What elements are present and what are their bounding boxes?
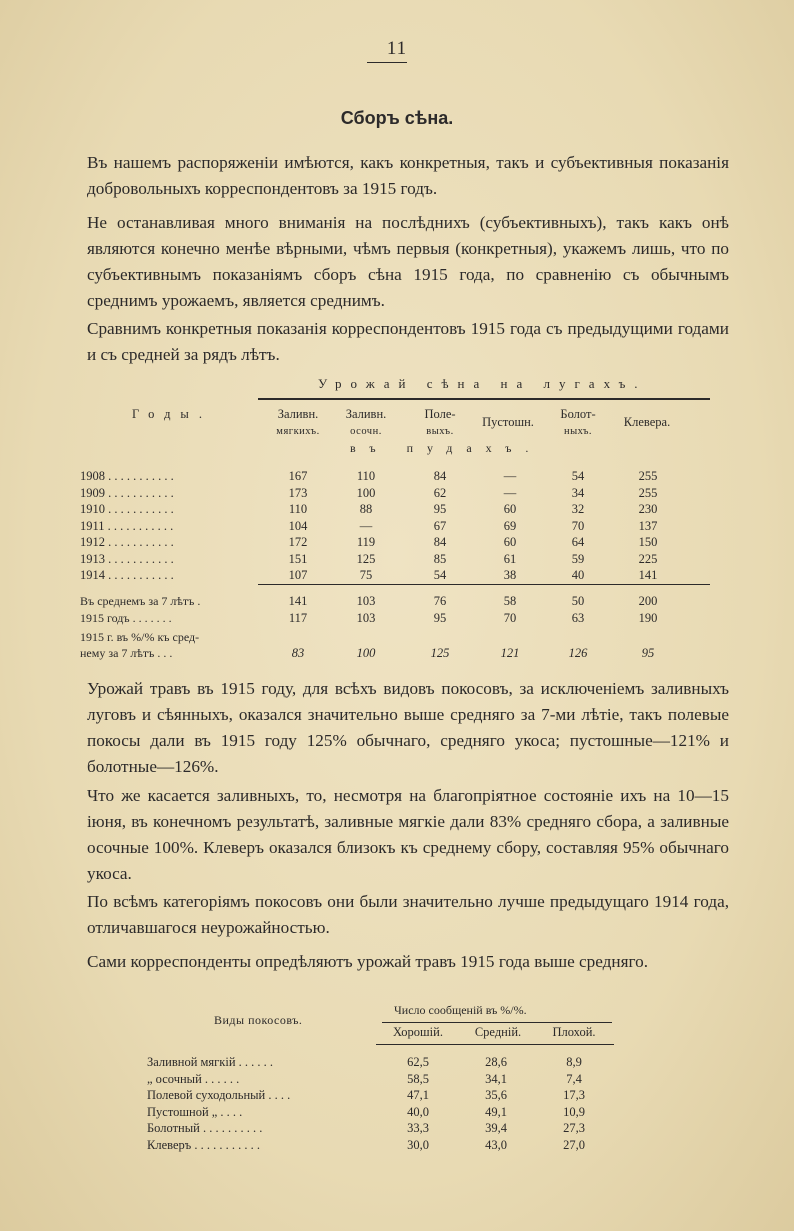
table2-cell: 58,5 [407,1071,429,1086]
table1-row-label: 1912 . . . . . . . . . . . [80,535,174,549]
table1-cell: 125 [356,551,376,566]
table2-row-label: Заливной мягкій . . . . . . [147,1055,274,1069]
table1-cell: 137 [638,518,658,533]
table1-pct-cell: 100 [356,646,376,660]
table1-row-label: 1910 . . . . . . . . . . . [80,502,174,516]
table1-col-header-6: Клевера. [623,415,671,429]
table2-cell: 43,0 [485,1137,507,1152]
table1-cell: 230 [638,502,658,516]
table1-cell: — [359,518,373,533]
table1-cell: 88 [359,502,373,516]
paragraph-5: Что же касается заливныхъ, то, несмотря на благопріятное состояніе ихъ на 10—15 іюня, въ конечномъ результатѣ, заливные мягкіе дали 83% средняго сбора, а заливные осочные 100%. Клеверъ оказался близокъ къ среднему сбору, составляя 95% обычнаго укоса. [87,786,729,883]
table2-col-header-poor: Плохой. [552,1025,596,1039]
table1-pct-cell: 125 [430,646,450,660]
table1-caption: Урожай сѣна на лугахъ. [318,376,647,391]
table1-summary-cell: 70 [503,611,517,625]
table2-group-header: Число сообщеній въ %/%. [394,1003,527,1017]
table1-col-header-5: Болот- ныхъ. [560,407,596,437]
table1-cell: 70 [571,518,585,533]
table1-cell: 225 [638,551,658,566]
table1-row-label: 1911 . . . . . . . . . . . [80,518,174,533]
table2-cell: 10,9 [563,1104,585,1119]
paragraph-4: Урожай травъ въ 1915 году, для всѣхъ видовъ покосовъ, за исключеніемъ заливныхъ луговъ и сѣянныхъ, оказался значительно выше средняго за 7-ми лѣтіе, такъ полевые покосы дали въ 1915 году 125% обычнаго, средняго укоса; пустошные—121% и болотные—126%. [87,679,729,776]
table2-cell: 49,1 [485,1104,507,1119]
table1-pct-label-1: 1915 г. въ %/% къ сред- [80,630,200,644]
table2-cell: 27,0 [563,1137,585,1152]
table2-row-label: Полевой суходольный . . . . [147,1088,291,1102]
section-title: Сборъ сѣна. [340,108,454,128]
table1-mid-rule [258,584,710,585]
table2-col-header-good: Хорошій. [393,1025,443,1039]
table1-cell: — [503,485,517,500]
table1-col-header-3: Поле- выхъ. [424,407,456,437]
paragraph-7: Сами корреспонденты опредѣляютъ урожай травъ 1915 года выше средняго. [87,952,649,971]
paragraph-2: Не останавливая много вниманія на послѣднихъ (субъективныхъ), такъ какъ онѣ являются конечно менѣе вѣрными, чѣмъ первыя (конкретныя), укажемъ лишь, что по субъективнымъ показаніямъ сборъ сѣна 1915 года, по сравненію съ обычнымъ среднимъ урожаемъ, является среднимъ. [87,213,729,310]
table2-cell: 28,6 [485,1055,507,1069]
table1-pct-label-2: нему за 7 лѣтъ . . . [80,646,173,660]
table1-summary-cell: 117 [288,611,308,625]
table1-top-rule [258,398,710,400]
table1-cell: 85 [433,551,447,566]
table2-row-label: Клеверъ . . . . . . . . . . . [147,1137,260,1152]
table1-summary-cell: 58 [503,594,517,608]
table1-pct-cell: 95 [641,646,655,660]
table1-cell: 141 [638,568,658,582]
table2-row-label: Болотный . . . . . . . . . . [147,1121,263,1135]
table2-group-rule [382,1022,612,1023]
table2-cell: 34,1 [485,1071,507,1086]
table1-cell: — [503,469,517,483]
table1-cell: 150 [638,535,658,549]
table1-row-label: 1909 . . . . . . . . . . . [80,485,174,500]
table2-cell: 30,0 [407,1137,429,1152]
table1-years-header: Годы. [132,407,212,421]
table1-summary-label: Въ среднемъ за 7 лѣтъ . [80,594,201,608]
table2-cell: 7,4 [566,1071,582,1086]
table1-cell: 59 [571,551,585,566]
table1-cell: 34 [571,485,585,500]
table2-cell: 47,1 [407,1088,429,1102]
table1-summary-cell: 50 [571,594,585,608]
table2-cell: 35,6 [485,1088,507,1102]
table1-cell: 110 [288,502,308,516]
table2-row-label: „ осочный . . . . . . [147,1071,240,1086]
table1-cell: 255 [638,485,658,500]
table2-col-header-medium: Средній. [474,1025,522,1039]
table2-cell: 8,9 [566,1055,582,1069]
table1-cell: 95 [433,502,447,516]
table1-summary-cell: 103 [356,611,376,625]
table1-cell: 32 [571,502,585,516]
table1-col-header-2: Заливн. осочн. [345,407,387,437]
table2-cell: 27,3 [563,1121,585,1135]
table1-summary-label: 1915 годъ . . . . . . . [80,611,172,625]
page-number-rule [367,62,407,63]
table2-cell: 62,5 [407,1055,429,1069]
table1-cell: 54 [571,469,585,483]
table1-summary-cell: 190 [638,611,658,625]
table1-cell: 75 [359,568,373,582]
table1-cell: 60 [503,502,517,516]
table1-cell: 104 [288,518,308,533]
paragraph-3: Сравнимъ конкретныя показанія корреспондентовъ 1915 года съ предыдущими годами и съ средней за рядъ лѣтъ. [87,319,729,364]
paragraph-1: Въ нашемъ распоряженіи имѣются, какъ конкретныя, такъ и субъективныя показанія добровольныхъ корреспондентовъ за 1915 годъ. [87,153,729,198]
table1-cell: 54 [433,568,447,582]
table1-cell: 64 [571,535,585,549]
table2-cell: 39,4 [485,1121,507,1135]
paragraph-6: По всѣмъ категоріямъ покосовъ они были значительно лучше предыдущаго 1914 года, отличавшагося неурожайностью. [87,892,729,937]
table1-cell: 40 [571,568,585,582]
page-number: 11 [386,38,408,59]
table2-cell: 17,3 [563,1088,585,1102]
table1-cell: 60 [503,535,517,549]
table1-col-header-4: Пустошн. [482,415,534,429]
table1-cell: 84 [433,535,447,549]
table2-cell: 33,3 [407,1121,429,1135]
table1-cell: 255 [638,469,658,483]
table1-pct-cell: 126 [568,646,588,660]
table1-cell: 173 [288,485,308,500]
table1-cell: 110 [356,469,376,483]
table1-summary-cell: 200 [638,594,658,608]
table1-col-header-1: Заливн. мягкихъ. [276,407,320,437]
table1-pct-cell: 121 [500,646,520,660]
table1-cell: 84 [433,469,447,483]
table2-row-label: Пустошной „ . . . . [147,1104,243,1119]
table1-cell: 61 [503,551,517,566]
table1-pct-cell: 83 [291,646,305,660]
table2-header-rule [376,1044,614,1045]
table1-cell: 107 [288,568,308,582]
table1-summary-cell: 103 [356,594,376,608]
table1-cell: 119 [356,535,376,549]
table2-cell: 40,0 [407,1104,429,1119]
table2-kind-header: Виды покосовъ. [214,1013,303,1027]
table1-cell: 167 [288,469,308,483]
table1-summary-cell: 76 [433,594,447,608]
table1-cell: 38 [503,568,517,582]
table1-row-label: 1908 . . . . . . . . . . . [80,469,174,483]
table1-cell: 100 [356,485,376,500]
table1-row-label: 1914 . . . . . . . . . . . [80,568,174,582]
table1-unit: въ пудахъ. [350,441,543,455]
table1-summary-cell: 95 [433,611,447,625]
table1-cell: 172 [288,535,308,549]
table1-row-label: 1913 . . . . . . . . . . . [80,551,174,566]
table1-summary-cell: 141 [288,594,308,608]
table1-summary-cell: 63 [571,611,585,625]
table1-cell: 67 [433,518,447,533]
table1-cell: 151 [288,551,308,566]
table1-cell: 62 [433,485,447,500]
table1-cell: 69 [503,518,517,533]
